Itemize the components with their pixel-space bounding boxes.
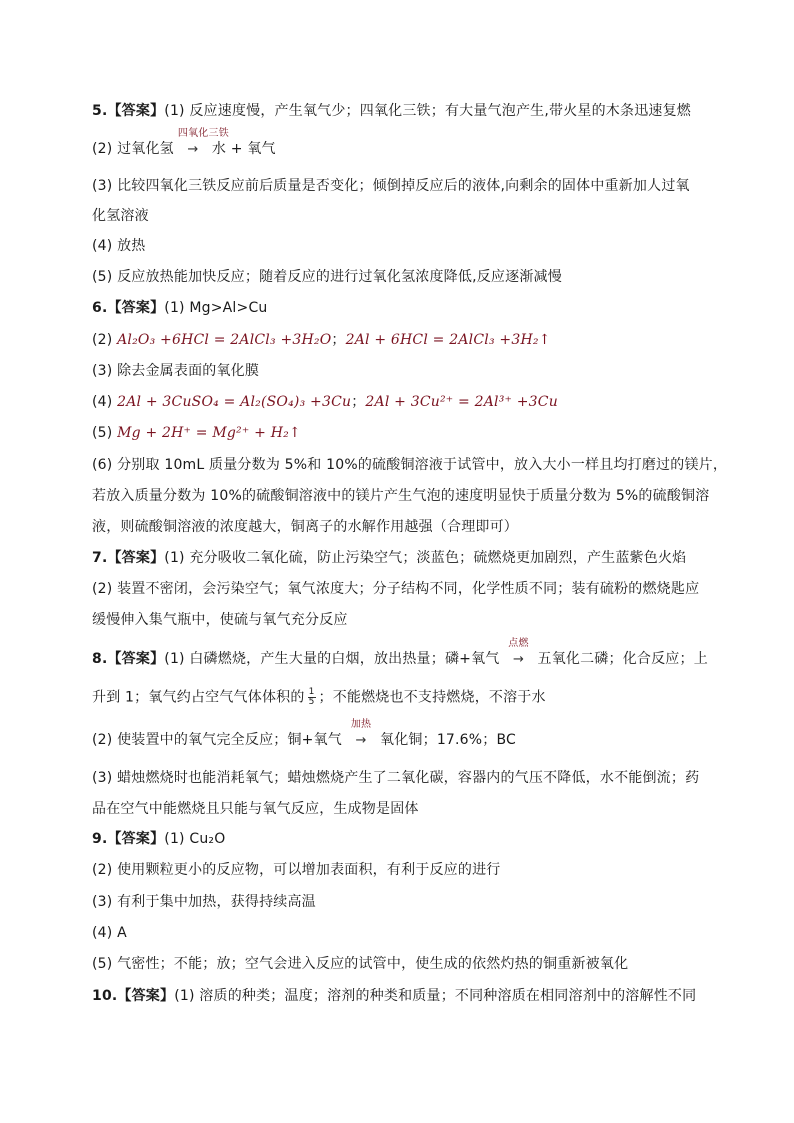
q5-part-5: (5) 反应放热能加快反应；随着反应的进行过氧化氢浓度降低,反应逐渐减慢 <box>92 269 562 285</box>
q6-equation-3: 2Al + 3CuSO₄ = Al₂(SO₄)₃ +3Cu <box>117 394 352 410</box>
q5-part-4: (4) 放热 <box>92 238 146 254</box>
q9-line-2 <box>92 861 712 879</box>
q7-part-1: (1) 充分吸收二氧化硫，防止污染空气；淡蓝色；硫燃烧更加剧烈，产生蓝紫色火焰 <box>164 550 687 566</box>
q8-part-1-line-2-cont: ；不能燃烧也不支持燃烧，不溶于水 <box>318 689 546 706</box>
q9-number: 9. <box>92 831 108 847</box>
q6-part-5-label: (5) <box>92 425 118 441</box>
q8-line-2 <box>92 688 712 707</box>
q8-line-1 <box>92 638 712 669</box>
q8-reaction-arrow-1 <box>504 638 534 669</box>
q8-part-1-line-2: 升到 1；氧气约占空气气体体积的 <box>92 689 305 706</box>
q5-number: 5. <box>92 103 108 119</box>
q10-number: 10. <box>92 988 118 1004</box>
q6-number: 6. <box>92 300 108 316</box>
q6-line-3 <box>92 362 712 380</box>
q8-answer-tag: 【答案】 <box>107 651 165 667</box>
q9-part-1: (1) Cu₂O <box>164 831 226 847</box>
fraction-denominator: 5 <box>308 697 315 707</box>
q8-part-2-cont: 氧化铜；17.6%；BC <box>380 732 517 748</box>
q9-part-3: (3) 有利于集中加热，获得持续高温 <box>92 894 316 910</box>
q8-part-3-cont: 品在空气中能燃烧且只能与氧气反应，生成物是固体 <box>92 801 419 817</box>
q7-part-2: (2) 装置不密闭，会污染空气；氧气浓度大；分子结构不同，化学性质不同；装有硫粉的燃烧匙应 <box>92 581 700 597</box>
q9-line-3 <box>92 893 712 911</box>
q9-line-5 <box>92 955 712 973</box>
q5-line-1 <box>92 102 712 120</box>
q8-number: 8. <box>92 651 108 667</box>
q8-reaction-arrow-2 <box>346 719 376 750</box>
separator: ； <box>351 394 366 410</box>
q5-catalyst-label: 四氧化三铁 <box>177 128 229 139</box>
q5-line-4 <box>92 237 712 255</box>
q5-line-3b <box>92 207 712 225</box>
q5-answer-tag: 【答案】 <box>107 103 165 119</box>
q7-answer-tag: 【答案】 <box>107 550 165 566</box>
q5-part-3: (3) 比较四氧化三铁反应前后质量是否变化；倾倒掉反应后的液体,向剩余的固体中重新加人过氧 <box>92 178 690 194</box>
q5-part-2-product: 水 + 氧气 <box>211 141 276 157</box>
q6-equation-2: 2Al + 6HCl = 2AlCl₃ +3H₂↑ <box>345 332 551 348</box>
q6-line-6b <box>92 487 712 505</box>
q9-part-2: (2) 使用颗粒更小的反应物，可以增加表面积，有利于反应的进行 <box>92 862 501 878</box>
q6-part-6: (6) 分别取 10mL 质量分数为 5%和 10%的硫酸铜溶液于试管中，放入大小一样且均打磨过的镁片， <box>92 457 728 473</box>
q8-line-4a <box>92 769 712 787</box>
q9-line-4 <box>92 924 712 942</box>
q7-line-2b <box>92 611 712 629</box>
q7-number: 7. <box>92 550 108 566</box>
q8-part-1-cont: 五氧化二磷；化合反应；上 <box>537 651 708 667</box>
q5-part-1: (1) 反应速度慢，产生氧气少；四氧化三铁；有大量气泡产生,带火星的木条迅速复燃 <box>164 103 692 119</box>
q8-condition-heat: 加热 <box>350 719 372 730</box>
q6-part-3: (3) 除去金属表面的氧化膜 <box>92 363 260 379</box>
q6-part-1: (1) Mg>Al>Cu <box>164 300 268 316</box>
q8-part-1: (1) 白磷燃烧，产生大量的白烟，放出热量；磷+氧气 <box>164 651 500 667</box>
q7-line-2a <box>92 580 712 598</box>
q5-line-2 <box>92 128 712 159</box>
arrow-icon: → <box>355 733 367 748</box>
fraction-numerator: 1 <box>308 687 315 697</box>
q6-part-6-cont-1: 若放入质量分数为 10%的硫酸铜溶液中的镁片产生气泡的速度明显快于质量分数为 5%的硫酸铜溶 <box>92 488 710 504</box>
q8-line-3 <box>92 719 712 750</box>
q5-reaction-arrow <box>177 128 229 159</box>
q9-part-4: (4) A <box>92 925 127 941</box>
q6-part-6-cont-2: 液，则硫酸铜溶液的浓度越大，铜离子的水解作用越强（合理即可） <box>92 519 518 535</box>
q6-part-4-label: (4) <box>92 394 118 410</box>
q10-answer-tag: 【答案】 <box>117 988 175 1004</box>
q6-equation-1: Al₂O₃ +6HCl = 2AlCl₃ +3H₂O <box>117 332 332 348</box>
separator: ； <box>331 332 346 348</box>
q5-part-3-cont: 化氢溶液 <box>92 208 149 224</box>
q6-equation-4: 2Al + 3Cu²⁺ = 2Al³⁺ +3Cu <box>365 394 558 410</box>
q5-line-5 <box>92 268 712 286</box>
q6-equation-5: Mg + 2H⁺ = Mg²⁺ + H₂↑ <box>117 425 301 441</box>
q9-line-1 <box>92 830 712 848</box>
q6-line-6c <box>92 518 712 536</box>
q7-part-2-cont: 缓慢伸入集气瓶中，使硫与氧气充分反应 <box>92 612 348 628</box>
q8-line-4b <box>92 800 712 818</box>
q6-answer-tag: 【答案】 <box>107 300 165 316</box>
q8-part-3: (3) 蜡烛燃烧时也能消耗氧气；蜡烛燃烧产生了二氧化碳，容器内的气压不降低，水不能倒流；药 <box>92 770 700 786</box>
q6-line-4 <box>92 393 712 411</box>
q9-part-5: (5) 气密性；不能；放；空气会进入反应的试管中，使生成的依然灼热的铜重新被氧化 <box>92 956 629 972</box>
q6-line-1 <box>92 299 712 317</box>
q9-answer-tag: 【答案】 <box>107 831 165 847</box>
q6-line-5 <box>92 424 712 442</box>
q6-line-6a <box>92 456 728 474</box>
q6-part-2-label: (2) <box>92 332 118 348</box>
arrow-icon: → <box>512 652 525 667</box>
q6-line-2 <box>92 331 712 349</box>
arrow-icon: → <box>187 142 199 157</box>
q10-part-1: (1) 溶质的种类；温度；溶剂的种类和质量；不同种溶质在相同溶剂中的溶解性不同 <box>174 988 697 1004</box>
q8-part-2: (2) 使装置中的氧气完全反应；铜+氧气 <box>92 732 343 748</box>
one-fifth-fraction <box>308 688 316 707</box>
q10-line-1 <box>92 987 712 1005</box>
q5-line-3a <box>92 177 712 195</box>
q7-line-1 <box>92 549 712 567</box>
q8-condition-ignite: 点燃 <box>508 638 529 649</box>
q5-part-2-reactant: (2) 过氧化氢 <box>92 141 174 157</box>
